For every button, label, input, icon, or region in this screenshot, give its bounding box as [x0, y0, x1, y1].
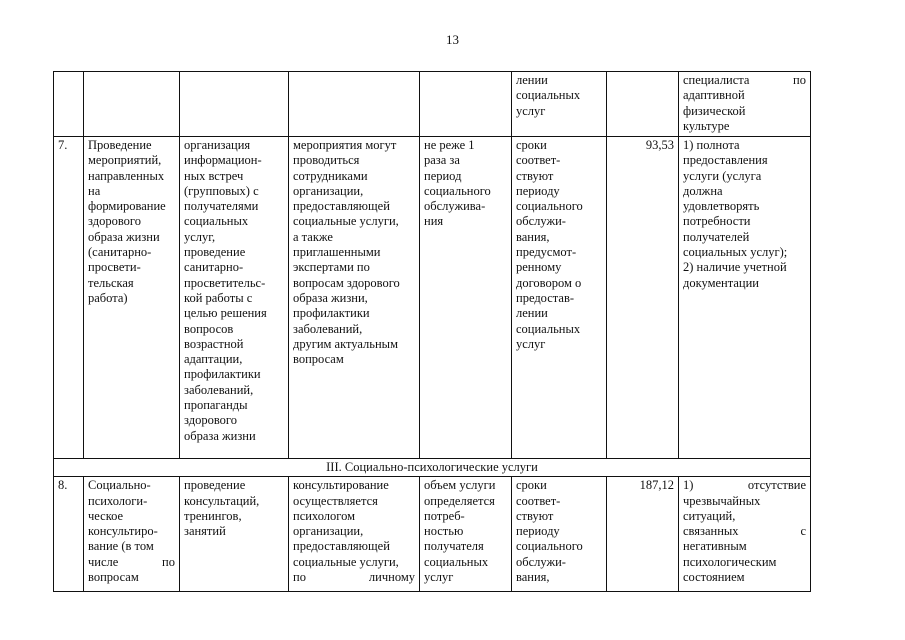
indicators-justified-line: [683, 73, 806, 88]
cell-terms: [512, 477, 607, 592]
indicators-justified-line: [683, 524, 806, 539]
cell-conditions: [289, 137, 420, 459]
service-name-line: Социально-: [88, 478, 151, 493]
cell-content: [180, 477, 289, 592]
service-conditions: консультирование осуществляется психологом организации, предоставляющей социальные услуги,: [293, 478, 399, 569]
cell-indicators: [679, 477, 811, 592]
services-table: [53, 71, 811, 592]
table-row-8: [54, 477, 811, 592]
service-name: Проведение мероприятий, направленных на формирование здорового образа жизни (санитарно- просвети- тельская работа): [88, 138, 166, 305]
indicators-word: отсутствие: [747, 478, 806, 493]
cell-conditions: [289, 72, 420, 137]
service-content: проведение консультаций, тренингов, занятий: [184, 478, 260, 539]
indicators-word: специалиста: [683, 73, 750, 87]
service-cost: 187,12: [639, 478, 674, 493]
cell-cost: [607, 137, 679, 459]
service-content: организация информацион- ных встреч (групповых) с получателями социальных услуг, проведение санитарно- просветительс- кой работы с целью решения вопросов возрастной адаптации, профилактики заболеваний, пропаганды здорового образа жизни: [184, 138, 267, 443]
cell-indicators: [679, 137, 811, 459]
service-conditions: мероприятия могут проводиться сотрудниками организации, предоставляющей социальные услуги, а также приглашенными экспертами по вопросам здорового образа жизни, профилактики заболеваний, другим актуальным вопросам: [293, 138, 400, 367]
service-name-line: вание (в том: [88, 539, 154, 554]
cell-cost: [607, 72, 679, 137]
conditions-justified-line: [293, 570, 415, 585]
service-name-line: вопросам: [88, 570, 139, 585]
service-terms: сроки соответ- ствуют периоду социального обслужи- вания, предусмот- ренному договором о предостав- лении социальных услуг: [516, 138, 583, 351]
service-name-word: по: [162, 554, 175, 569]
cell-num: [54, 137, 84, 459]
indicators-word: 1): [683, 478, 694, 493]
service-name-word: числе: [88, 554, 119, 569]
conditions-word: по: [293, 570, 306, 585]
service-name-line: ческое: [88, 508, 124, 523]
service-indicators: 1) полнота предоставления услуги (услуга должна удовлетворять потребности получателей социальных услуг); 2) наличие учетной документации: [683, 138, 788, 290]
cell-terms: [512, 137, 607, 459]
section-title: III. Социально-психологические услуги: [54, 459, 811, 477]
cell-terms: [512, 72, 607, 137]
service-name-line: консультиро-: [88, 524, 158, 539]
service-volume: не реже 1 раза за период социального обслужива- ния: [424, 138, 491, 229]
indicators-word: с: [800, 524, 806, 539]
cell-num: [54, 72, 84, 137]
cell-cost: [607, 477, 679, 592]
cell-volume: [420, 477, 512, 592]
conditions-word: личному: [368, 570, 415, 585]
cell-indicators: [679, 72, 811, 137]
table-row-continuation: [54, 72, 811, 137]
cell-name: [84, 72, 180, 137]
cell-content: [180, 137, 289, 459]
cell-name: [84, 137, 180, 459]
cell-volume: [420, 72, 512, 137]
service-volume: объем услуги определяется потреб- ностью получателя социальных услуг: [424, 478, 496, 585]
cell-num: [54, 477, 84, 592]
row-number: 8.: [58, 478, 68, 493]
service-indicators: чрезвычайных ситуаций,: [683, 493, 761, 523]
cell-conditions: [289, 477, 420, 592]
section-header-row: [54, 459, 811, 477]
indicators-word: связанных: [683, 524, 739, 539]
cell-name: [84, 477, 180, 592]
terms-text: лении социальных услуг: [516, 73, 581, 118]
row-number: 7.: [58, 138, 68, 152]
cell-content: [180, 72, 289, 137]
service-name-line: психологи-: [88, 493, 148, 508]
service-name-justified-line: [88, 555, 175, 570]
service-indicators: негативным психологическим состоянием: [683, 539, 777, 585]
indicators-justified-line: [683, 478, 806, 493]
service-cost: 93,53: [645, 138, 674, 152]
service-terms: сроки соответ- ствуют периоду социального обслужи- вания,: [516, 478, 583, 585]
table-row-7: [54, 137, 811, 459]
indicators-word: по: [793, 73, 806, 87]
indicators-text: адаптивной физической культуре: [683, 88, 746, 133]
page-number: 13: [446, 32, 459, 47]
cell-volume: [420, 137, 512, 459]
